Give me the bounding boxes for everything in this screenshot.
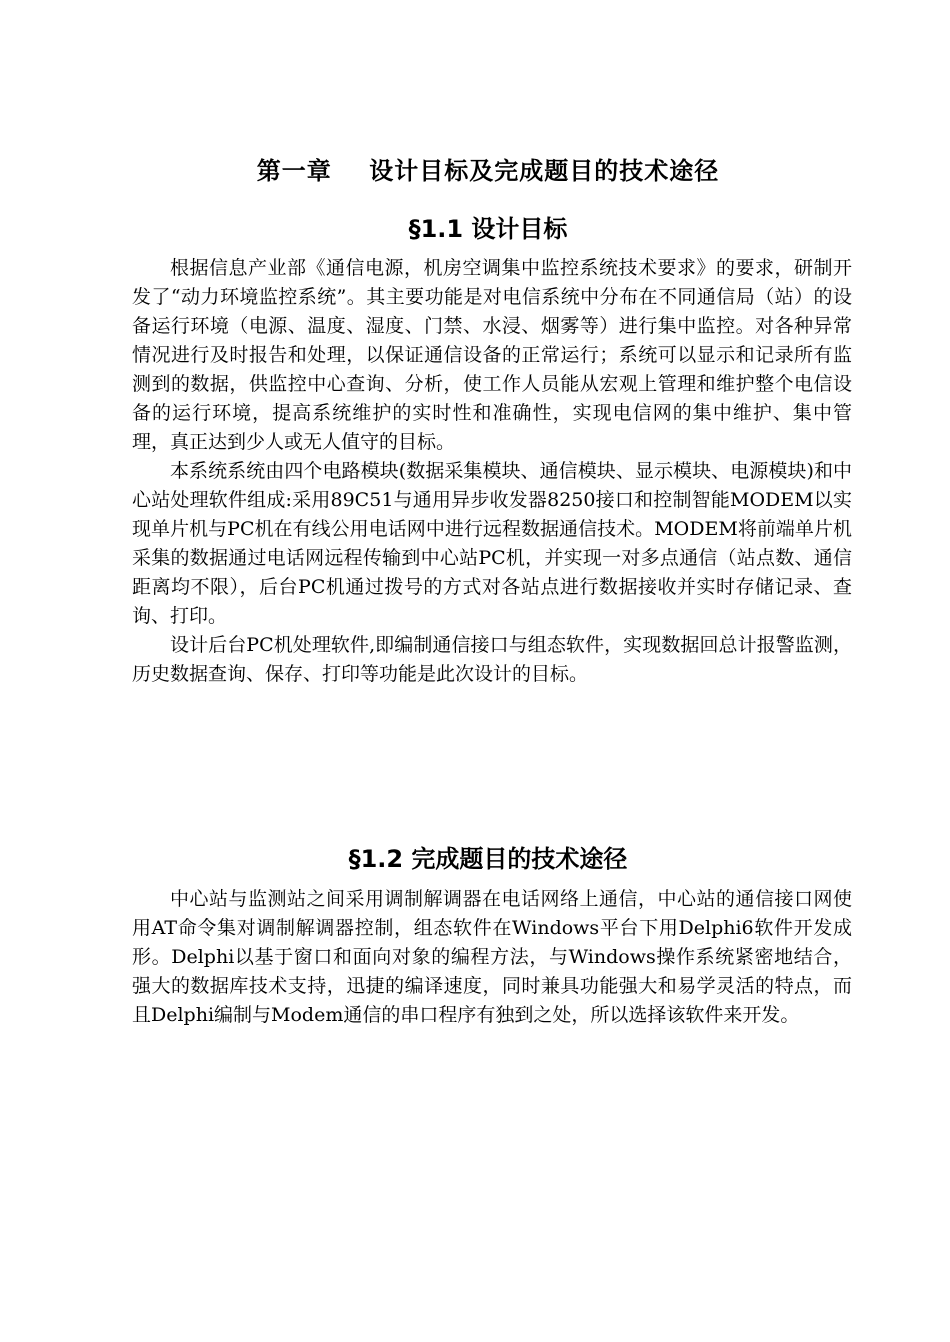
chapter-title: 第一章 设计目标及完成题目的技术途径 xyxy=(256,157,720,185)
paragraph: 设计后台PC机处理软件,即编制通信接口与组态软件，实现数据回总计报警监测，历史数据查询、保存、打印等功能是此次设计的目标。 xyxy=(132,634,852,685)
paragraph: 本系统系统由四个电路模块(数据采集模块、通信模块、显示模块、电源模块)和中心站处理软件组成:采用89C51与通用异步收发器8250接口和控制智能MODEM以实现单片机与PC机在有线公用电话网中进行远程数据通信技术。MODEM将前端单片机采集的数据通过电话网远程传输到中心站PC机，并实现一对多点通信（站点数、通信距离均不限），后台PC机通过拨号的方式对各站点进行数据接收并实时存储记录、查询、打印。 xyxy=(132,460,852,627)
paragraph: 根据信息产业部《通信电源，机房空调集中监控系统技术要求》的要求，研制开发了“动力环境监控系统”。其主要功能是对电信系统中分布在不同通信局（站）的设备运行环境（电源、温度、湿度、门禁、水浸、烟雾等）进行集中监控。对各种异常情况进行及时报告和处理，以保证通信设备的正常运行；系统可以显示和记录所有监测到的数据，供监控中心查询、分析，使工作人员能从宏观上管理和维护整个电信设备的运行环境，提高系统维护的实时性和准确性，实现电信网的集中维护、集中管理，真正达到少人或无人值守的目标。 xyxy=(132,257,852,453)
section-heading-1-2: §1.2 完成题目的技术途径 xyxy=(348,845,628,873)
section-1-2-body xyxy=(132,885,852,1030)
paragraph: 中心站与监测站之间采用调制解调器在电话网络上通信，中心站的通信接口网使用AT命令集对调制解调器控制，组态软件在Windows平台下用Delphi6软件开发成形。Delphi以基于窗口和面向对象的编程方法，与Windows操作系统紧密地结合，强大的数据库技术支持，迅捷的编译速度，同时兼具功能强大和易学灵活的特点，而且Delphi编制与Modem通信的串口程序有独到之处，所以选择该软件来开发。 xyxy=(132,888,852,1026)
section-1-1-body xyxy=(132,254,852,689)
section-heading-1-1: §1.1 设计目标 xyxy=(408,215,568,243)
